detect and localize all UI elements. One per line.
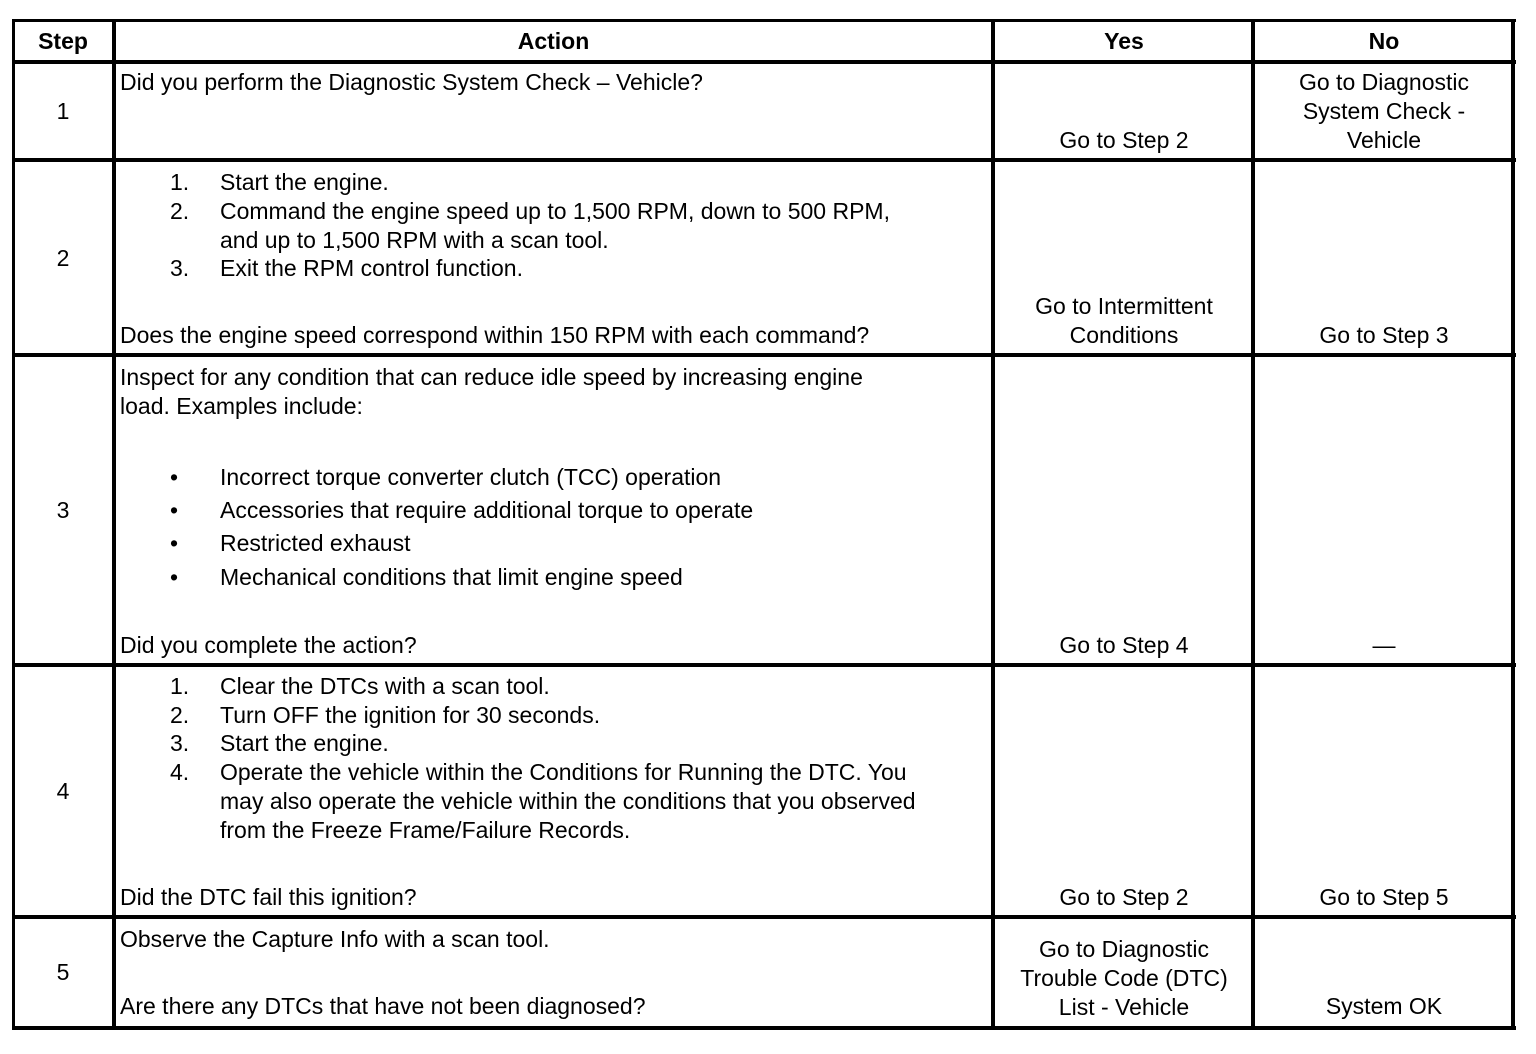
header-no: No — [1368, 28, 1400, 54]
border-row4 — [12, 915, 1516, 919]
bullet-marker: • — [170, 530, 179, 556]
list-item: Exit the RPM control function. — [220, 255, 523, 281]
bullet-item: Restricted exhaust — [220, 530, 411, 556]
yes-cell — [995, 935, 1253, 1022]
border-row1 — [12, 158, 1516, 162]
list-item: and up to 1,500 RPM with a scan tool. — [220, 227, 609, 253]
question-text: Did you complete the action? — [120, 632, 417, 658]
list-item: may also operate the vehicle within the conditions that you observed — [220, 788, 916, 814]
list-marker: 4. — [170, 759, 190, 785]
action-text: Did you perform the Diagnostic System Check – Vehicle? — [120, 69, 703, 95]
no-cell: System OK — [1325, 993, 1443, 1019]
step-number: 5 — [56, 959, 70, 985]
list-marker: 1. — [170, 673, 190, 699]
question-text: Did the DTC fail this ignition? — [120, 884, 417, 910]
no-line: Vehicle — [1346, 127, 1422, 153]
header-yes: Yes — [1104, 28, 1144, 54]
no-line: System Check - — [1302, 98, 1466, 124]
yes-cell: Go to Step 4 — [1059, 632, 1189, 658]
question-text: Are there any DTCs that have not been diagnosed? — [120, 993, 646, 1019]
list-item: Start the engine. — [220, 169, 389, 195]
list-marker: 2. — [170, 198, 190, 224]
step-number: 3 — [56, 497, 70, 523]
list-item: Clear the DTCs with a scan tool. — [220, 673, 550, 699]
diagnostic-table — [12, 19, 1516, 1031]
list-item: from the Freeze Frame/Failure Records. — [220, 817, 631, 843]
bullet-marker: • — [170, 464, 179, 490]
yes-cell: Go to Step 2 — [1059, 127, 1189, 153]
intro-text: load. Examples include: — [120, 393, 363, 419]
bullet-item: Mechanical conditions that limit engine speed — [220, 564, 683, 590]
yes-line: Conditions — [1069, 322, 1179, 348]
action-text: Observe the Capture Info with a scan tool. — [120, 926, 550, 952]
yes-line: List - Vehicle — [1058, 994, 1190, 1020]
border-right — [1511, 19, 1515, 1030]
yes-cell: Go to Step 2 — [1059, 884, 1189, 910]
border-row2 — [12, 353, 1516, 357]
border-action — [991, 19, 995, 1030]
no-cell: Go to Step 3 — [1319, 322, 1449, 348]
bullet-item: Accessories that require additional torque to operate — [220, 497, 754, 523]
bullet-item: Incorrect torque converter clutch (TCC) operation — [220, 464, 722, 490]
border-row3 — [12, 663, 1516, 667]
bullet-marker: • — [170, 497, 179, 523]
list-item: Command the engine speed up to 1,500 RPM, down to 500 RPM, — [220, 198, 890, 224]
yes-line: Go to Diagnostic — [1038, 936, 1210, 962]
question-text: Does the engine speed correspond within 150 RPM with each command? — [120, 322, 870, 348]
list-item: Turn OFF the ignition for 30 seconds. — [220, 702, 601, 728]
yes-line: Go to Intermittent — [1035, 293, 1213, 319]
header-action: Action — [517, 28, 590, 54]
no-cell: — — [1372, 632, 1396, 658]
no-cell: Go to Step 5 — [1319, 884, 1449, 910]
list-marker: 1. — [170, 169, 190, 195]
step-number: 2 — [56, 245, 70, 271]
intro-text: Inspect for any condition that can reduce idle speed by increasing engine — [120, 364, 863, 390]
border-yes — [1251, 19, 1255, 1030]
bullet-marker: • — [170, 564, 179, 590]
no-line: Go to Diagnostic — [1298, 69, 1470, 95]
border-bottom — [12, 1026, 1516, 1030]
step-number: 1 — [56, 98, 70, 124]
step-number: 4 — [56, 778, 70, 804]
list-marker: 3. — [170, 730, 190, 756]
yes-line: Trouble Code (DTC) — [1020, 965, 1228, 991]
list-marker: 3. — [170, 255, 190, 281]
list-item: Start the engine. — [220, 730, 389, 756]
list-item: Operate the vehicle within the Conditions for Running the DTC. You — [220, 759, 907, 785]
header-step: Step — [38, 28, 88, 54]
yes-cell — [995, 292, 1253, 350]
list-marker: 2. — [170, 702, 190, 728]
no-cell — [1255, 68, 1513, 155]
